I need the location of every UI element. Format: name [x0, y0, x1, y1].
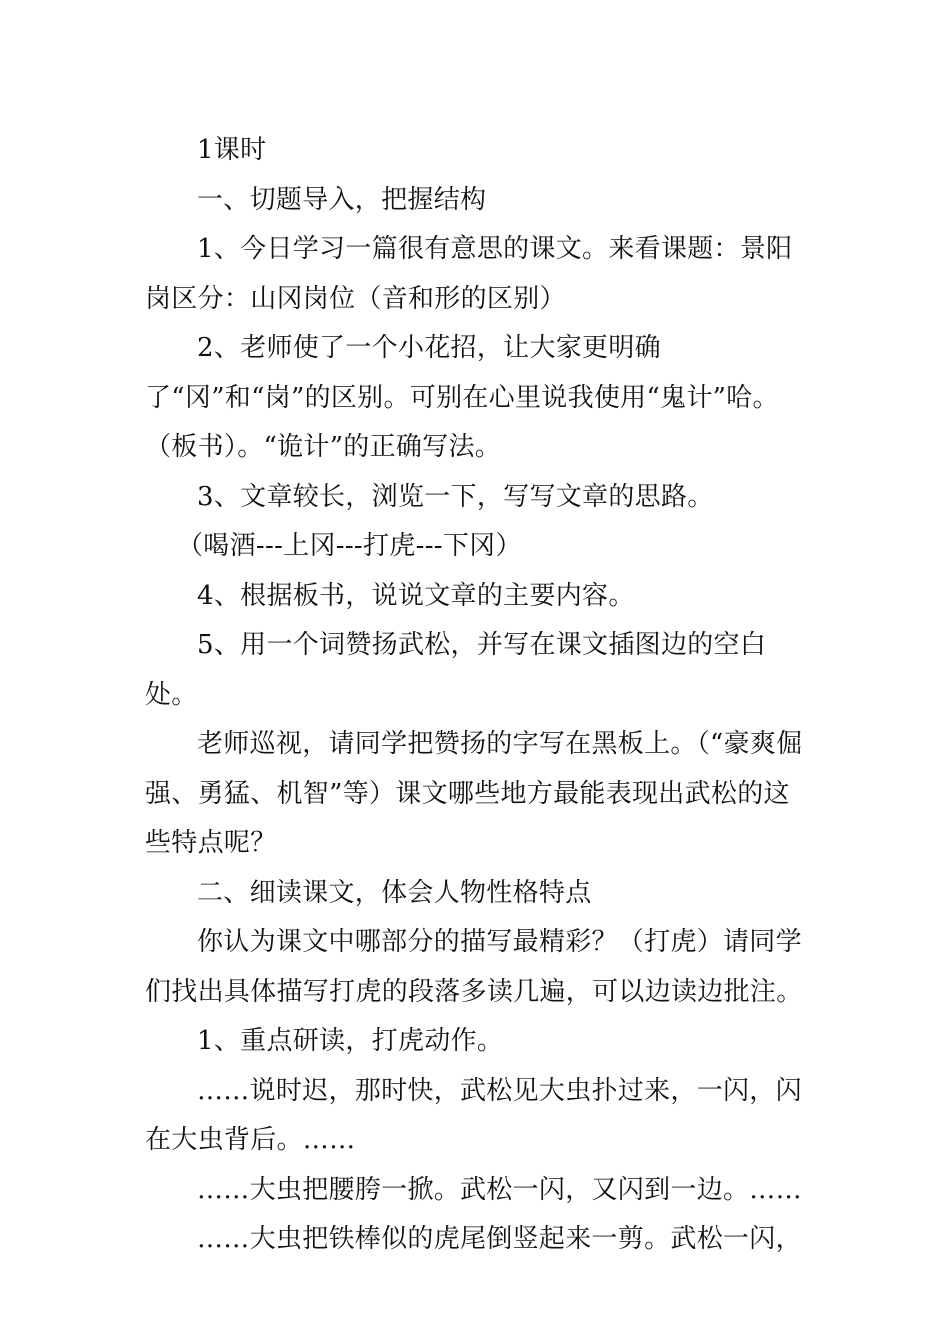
quote-1: ……说时迟，那时快，武松见大虫扑过来，一闪，闪在大虫背后。……: [145, 1075, 802, 1155]
paragraph-3: 3、文章较长，浏览一下，写写文章的思路。: [197, 481, 714, 512]
section-heading-1: 一、切题导入，把握结构: [197, 184, 487, 215]
quote-3: ……大虫把铁棒似的虎尾倒竖起来一剪。武松一闪，: [197, 1224, 802, 1254]
paragraph-4: 4、根据板书，说说文章的主要内容。: [197, 580, 635, 611]
document-page: [145, 126, 810, 1265]
paragraph-structure: （喝酒---上冈---打虎---下冈）: [177, 531, 522, 561]
lesson-hours: 1课时: [197, 135, 267, 165]
paragraph-1: 1、今日学习一篇很有意思的课文。来看课题：景阳岗区分：山冈岗位（音和形的区别）: [145, 234, 793, 314]
section-heading-2: 二、细读课文，体会人物性格特点: [197, 877, 592, 908]
paragraph-5: 5、用一个词赞扬武松，并写在课文插图边的空白处。: [145, 630, 767, 710]
paragraph-2: 2、老师使了一个小花招，让大家更明确了“冈”和“岗”的区别。可别在心里说我使用“鬼计”哈。（板书）。“诡计”的正确写法。: [145, 333, 779, 462]
paragraph-focus: 1、重点研读，打虎动作。: [197, 1026, 504, 1056]
paragraph-teacher: 老师巡视，请同学把赞扬的字写在黑板上。（“豪爽倔强、勇猛、机智”等）课文哪些地方最能表现出武松的这些特点呢？: [145, 729, 803, 858]
quote-2: ……大虫把腰胯一掀。武松一闪，又闪到一边。……: [197, 1174, 802, 1205]
paragraph-question: 你认为课文中哪部分的描写最精彩？（打虎）请同学们找出具体描写打虎的段落多读几遍，可以边读边批注。: [145, 927, 803, 1007]
